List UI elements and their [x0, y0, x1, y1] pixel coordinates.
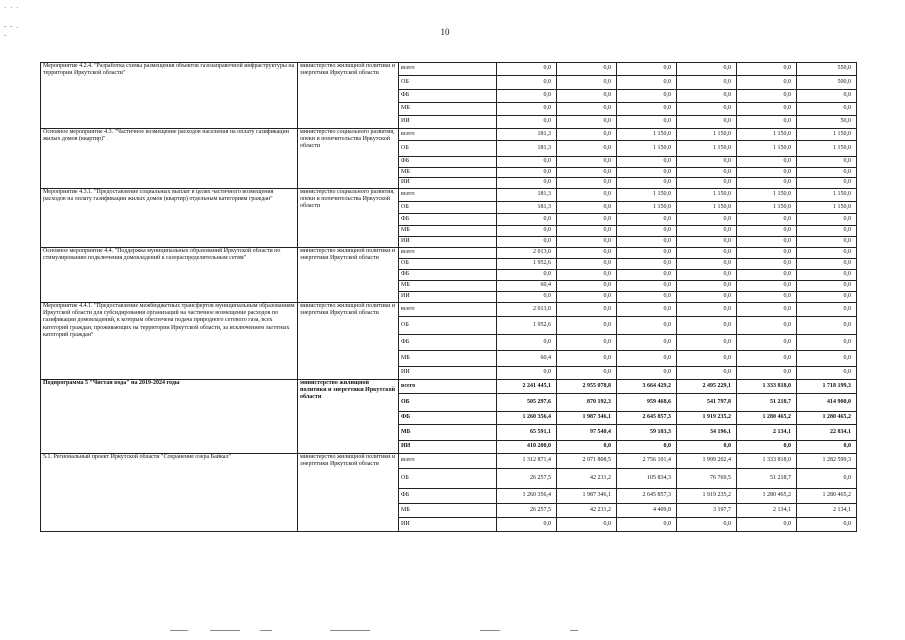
amount-cell: 1 919 235,2	[677, 489, 737, 504]
amount-cell: 1 987 346,1	[557, 489, 617, 504]
amount-cell: 0,0	[617, 303, 677, 317]
amount-cell: 0,0	[737, 157, 797, 168]
amount-cell: 0,0	[797, 335, 857, 351]
scan-bottom-edge	[150, 630, 850, 632]
amount-cell: 1 150,0	[797, 141, 857, 157]
amount-cell: 0,0	[737, 226, 797, 237]
amount-cell: 1 150,0	[617, 141, 677, 157]
amount-cell: 500,0	[797, 76, 857, 90]
amount-cell: 0,0	[677, 214, 737, 226]
amount-cell: 0,0	[557, 90, 617, 103]
amount-cell: 50,0	[797, 116, 857, 129]
activity-name: Подпрограмма 5 "Чистая вода" на 2019-2024 годы	[41, 380, 298, 454]
amount-cell: 1 150,0	[737, 202, 797, 214]
amount-cell: 0,0	[557, 351, 617, 367]
funding-source: ФБ	[399, 335, 497, 351]
amount-cell: 0,0	[737, 351, 797, 367]
amount-cell: 0,0	[617, 214, 677, 226]
amount-cell: 0,0	[797, 281, 857, 292]
amount-cell: 0,0	[677, 178, 737, 189]
amount-cell: 1 280 465,2	[797, 489, 857, 504]
amount-cell: 0,0	[557, 270, 617, 281]
funding-source: всего	[399, 454, 497, 469]
amount-cell: 0,0	[617, 518, 677, 532]
amount-cell: 0,0	[677, 270, 737, 281]
amount-cell: 1 150,0	[737, 189, 797, 202]
amount-cell: 1 280 465,2	[737, 412, 797, 425]
amount-cell: 1 952,6	[497, 317, 557, 335]
amount-cell: 0,0	[797, 469, 857, 489]
amount-cell: 0,0	[737, 281, 797, 292]
amount-cell: 0,0	[497, 90, 557, 103]
amount-cell: 26 257,5	[497, 504, 557, 518]
funding-source: ИИ	[399, 367, 497, 380]
amount-cell: 0,0	[557, 441, 617, 454]
amount-cell: 76 769,5	[677, 469, 737, 489]
amount-cell: 60,4	[497, 351, 557, 367]
amount-cell: 0,0	[557, 157, 617, 168]
amount-cell: 0,0	[737, 116, 797, 129]
amount-cell: 2 134,1	[737, 504, 797, 518]
funding-source: ОБ	[399, 394, 497, 412]
funding-source: ИИ	[399, 518, 497, 532]
amount-cell: 0,0	[617, 270, 677, 281]
funding-source: ОБ	[399, 469, 497, 489]
table-row	[41, 380, 857, 394]
amount-cell: 181,3	[497, 189, 557, 202]
amount-cell: 1 919 235,2	[677, 412, 737, 425]
amount-cell: 1 282 599,3	[797, 454, 857, 469]
financing-table	[40, 62, 857, 532]
amount-cell: 0,0	[557, 178, 617, 189]
amount-cell: 870 192,3	[557, 394, 617, 412]
amount-cell: 0,0	[497, 335, 557, 351]
amount-cell: 0,0	[617, 226, 677, 237]
funding-source: ОБ	[399, 317, 497, 335]
amount-cell: 0,0	[797, 259, 857, 270]
amount-cell: 0,0	[557, 259, 617, 270]
amount-cell: 0,0	[557, 116, 617, 129]
table-row	[41, 189, 857, 202]
amount-cell: 0,0	[797, 367, 857, 380]
amount-cell: 0,0	[497, 157, 557, 168]
amount-cell: 0,0	[797, 226, 857, 237]
amount-cell: 1 987 346,1	[557, 412, 617, 425]
amount-cell: 51 218,7	[737, 469, 797, 489]
amount-cell: 0,0	[677, 292, 737, 303]
amount-cell: 0,0	[797, 351, 857, 367]
financing-table-body	[41, 63, 857, 532]
funding-source: всего	[399, 303, 497, 317]
amount-cell: 0,0	[617, 63, 677, 76]
executor: министерство социального развития, опеки и попечительства Иркутской области	[298, 189, 399, 248]
amount-cell: 1 333 818,0	[737, 454, 797, 469]
funding-source: ИИ	[399, 292, 497, 303]
amount-cell: 0,0	[497, 168, 557, 178]
amount-cell: 42 231,2	[557, 469, 617, 489]
amount-cell: 3 664 429,2	[617, 380, 677, 394]
amount-cell: 0,0	[557, 76, 617, 90]
funding-source: ФБ	[399, 90, 497, 103]
amount-cell: 414 900,0	[797, 394, 857, 412]
amount-cell: 0,0	[497, 103, 557, 116]
amount-cell: 0,0	[797, 178, 857, 189]
amount-cell: 0,0	[677, 90, 737, 103]
activity-name: 5.1. Региональный проект Иркутской области "Сохранение озера Байкал"	[41, 454, 298, 532]
amount-cell: 1 150,0	[617, 189, 677, 202]
executor: министерство жилищной политики и энергетики Иркутской области	[298, 454, 399, 532]
funding-source: МБ	[399, 504, 497, 518]
amount-cell: 0,0	[617, 168, 677, 178]
amount-cell: 0,0	[557, 214, 617, 226]
amount-cell: 0,0	[497, 63, 557, 76]
amount-cell: 0,0	[677, 248, 737, 259]
amount-cell: 65 591,1	[497, 425, 557, 441]
amount-cell: 0,0	[797, 157, 857, 168]
amount-cell: 105 834,3	[617, 469, 677, 489]
amount-cell: 0,0	[557, 129, 617, 141]
amount-cell: 0,0	[557, 518, 617, 532]
funding-source: МБ	[399, 351, 497, 367]
funding-source: всего	[399, 248, 497, 259]
amount-cell: 1 280 465,2	[737, 489, 797, 504]
amount-cell: 2 495 229,1	[677, 380, 737, 394]
amount-cell: 0,0	[737, 178, 797, 189]
amount-cell: 0,0	[557, 189, 617, 202]
amount-cell: 1 150,0	[677, 141, 737, 157]
executor: министерство жилищной политики и энергетики Иркутской области	[298, 303, 399, 380]
amount-cell: 0,0	[617, 116, 677, 129]
scan-dash	[570, 630, 578, 631]
amount-cell: 0,0	[797, 248, 857, 259]
amount-cell: 0,0	[557, 303, 617, 317]
amount-cell: 0,0	[677, 303, 737, 317]
amount-cell: 0,0	[497, 237, 557, 248]
amount-cell: 60,4	[497, 281, 557, 292]
amount-cell: 1 718 199,3	[797, 380, 857, 394]
amount-cell: 22 834,1	[797, 425, 857, 441]
amount-cell: 0,0	[677, 168, 737, 178]
amount-cell: 0,0	[677, 116, 737, 129]
amount-cell: 0,0	[797, 168, 857, 178]
executor: министерство жилищной политики и энергетики Иркутской области	[298, 63, 399, 129]
amount-cell: 0,0	[737, 214, 797, 226]
amount-cell: 2 013,0	[497, 248, 557, 259]
amount-cell: 0,0	[497, 116, 557, 129]
scan-dash	[480, 630, 500, 631]
amount-cell: 0,0	[677, 518, 737, 532]
amount-cell: 0,0	[617, 76, 677, 90]
funding-source: всего	[399, 129, 497, 141]
amount-cell: 1 150,0	[677, 189, 737, 202]
amount-cell: 181,3	[497, 129, 557, 141]
amount-cell: 2 955 078,8	[557, 380, 617, 394]
amount-cell: 1 260 356,4	[497, 412, 557, 425]
amount-cell: 0,0	[677, 441, 737, 454]
amount-cell: 0,0	[557, 317, 617, 335]
amount-cell: 0,0	[797, 292, 857, 303]
amount-cell: 4 409,8	[617, 504, 677, 518]
amount-cell: 0,0	[617, 178, 677, 189]
amount-cell: 1 150,0	[797, 189, 857, 202]
table-row	[41, 129, 857, 141]
amount-cell: 0,0	[497, 518, 557, 532]
funding-source: ОБ	[399, 202, 497, 214]
amount-cell: 505 297,6	[497, 394, 557, 412]
activity-name: Мероприятие 4.2.4. "Разработка схемы размещения объектов газозаправочной инфраструктуры на территории Иркутской области"	[41, 63, 298, 129]
amount-cell: 0,0	[737, 292, 797, 303]
amount-cell: 0,0	[737, 103, 797, 116]
amount-cell: 0,0	[617, 335, 677, 351]
amount-cell: 0,0	[677, 335, 737, 351]
amount-cell: 0,0	[497, 226, 557, 237]
amount-cell: 2 241 445,1	[497, 380, 557, 394]
table-row	[41, 63, 857, 76]
scan-dash	[170, 630, 188, 631]
funding-source: МБ	[399, 103, 497, 116]
amount-cell: 0,0	[617, 90, 677, 103]
table-row	[41, 303, 857, 317]
scan-dash	[260, 630, 272, 631]
funding-source: всего	[399, 63, 497, 76]
amount-cell: 410 200,0	[497, 441, 557, 454]
amount-cell: 0,0	[617, 317, 677, 335]
amount-cell: 0,0	[617, 351, 677, 367]
amount-cell: 0,0	[557, 248, 617, 259]
amount-cell: 0,0	[557, 281, 617, 292]
amount-cell: 1 150,0	[737, 129, 797, 141]
amount-cell: 1 150,0	[737, 141, 797, 157]
funding-source: ФБ	[399, 489, 497, 504]
amount-cell: 0,0	[737, 367, 797, 380]
scan-artifact-marks: · · · ‐ ‐ . ‐	[4, 4, 20, 39]
amount-cell: 1 150,0	[677, 129, 737, 141]
amount-cell: 2 645 857,3	[617, 489, 677, 504]
amount-cell: 0,0	[677, 226, 737, 237]
amount-cell: 1 150,0	[797, 202, 857, 214]
activity-name: Мероприятие 4.3.1. "Предоставление социальных выплат в целях частичного возмещения расходов на оплату газификации жилых домов (квартир) отдельным категориям граждан"	[41, 189, 298, 248]
funding-source: всего	[399, 189, 497, 202]
amount-cell: 0,0	[797, 214, 857, 226]
scan-dash	[330, 630, 370, 631]
executor: министерство социального развития, опеки и попечительства Иркутской области	[298, 129, 399, 189]
amount-cell: 0,0	[497, 214, 557, 226]
amount-cell: 1 333 818,0	[737, 380, 797, 394]
amount-cell: 0,0	[737, 259, 797, 270]
amount-cell: 0,0	[797, 317, 857, 335]
amount-cell: 1 260 356,4	[497, 489, 557, 504]
scan-dash	[210, 630, 240, 631]
amount-cell: 0,0	[737, 335, 797, 351]
table-row	[41, 454, 857, 469]
amount-cell: 0,0	[557, 103, 617, 116]
amount-cell: 0,0	[557, 292, 617, 303]
funding-source: МБ	[399, 226, 497, 237]
funding-source: ИИ	[399, 178, 497, 189]
amount-cell: 0,0	[497, 270, 557, 281]
amount-cell: 0,0	[737, 248, 797, 259]
amount-cell: 42 231,2	[557, 504, 617, 518]
amount-cell: 0,0	[737, 76, 797, 90]
page-number: 10	[440, 27, 450, 37]
executor: министерство жилищной политики и энергетики Иркутской области	[298, 248, 399, 303]
funding-source: ФБ	[399, 270, 497, 281]
amount-cell: 1 150,0	[797, 129, 857, 141]
amount-cell: 0,0	[557, 237, 617, 248]
amount-cell: 0,0	[557, 202, 617, 214]
amount-cell: 1 150,0	[617, 202, 677, 214]
amount-cell: 51 218,7	[737, 394, 797, 412]
amount-cell: 0,0	[497, 178, 557, 189]
amount-cell: 0,0	[617, 157, 677, 168]
amount-cell: 0,0	[737, 168, 797, 178]
amount-cell: 550,0	[797, 63, 857, 76]
amount-cell: 0,0	[617, 367, 677, 380]
amount-cell: 0,0	[617, 259, 677, 270]
funding-source: ОБ	[399, 76, 497, 90]
amount-cell: 0,0	[797, 103, 857, 116]
activity-name: Основное мероприятие 4.4. "Поддержка муниципальных образований Иркутской области по стимулированию подключения домовладений к газораспределительным сетям"	[41, 248, 298, 303]
amount-cell: 0,0	[797, 518, 857, 532]
amount-cell: 181,3	[497, 202, 557, 214]
amount-cell: 0,0	[617, 103, 677, 116]
amount-cell: 0,0	[737, 63, 797, 76]
amount-cell: 0,0	[497, 367, 557, 380]
amount-cell: 1 952,6	[497, 259, 557, 270]
amount-cell: 0,0	[557, 335, 617, 351]
funding-source: ИИ	[399, 441, 497, 454]
amount-cell: 181,3	[497, 141, 557, 157]
amount-cell: 959 468,6	[617, 394, 677, 412]
funding-source: ФБ	[399, 214, 497, 226]
amount-cell: 0,0	[557, 63, 617, 76]
amount-cell: 0,0	[617, 248, 677, 259]
amount-cell: 2 013,0	[497, 303, 557, 317]
amount-cell: 0,0	[557, 141, 617, 157]
amount-cell: 59 103,3	[617, 425, 677, 441]
funding-source: МБ	[399, 281, 497, 292]
amount-cell: 1 150,0	[617, 129, 677, 141]
amount-cell: 97 540,4	[557, 425, 617, 441]
amount-cell: 0,0	[797, 270, 857, 281]
amount-cell: 0,0	[677, 351, 737, 367]
amount-cell: 0,0	[677, 76, 737, 90]
activity-name: Мероприятие 4.4.1. "Предоставление межбюджетных трансфертов муниципальным образованиям Иркутской области для субсидирования организаций на частичное возмещение расходов по газификации домовладений, к которым обеспечена подача природного сетевого газа, всех категорий граждан, проживающих на территории Иркутской области, за исключением льготных категорий граждан"	[41, 303, 298, 380]
amount-cell: 0,0	[557, 367, 617, 380]
funding-source: ФБ	[399, 412, 497, 425]
amount-cell: 0,0	[677, 63, 737, 76]
amount-cell: 0,0	[677, 281, 737, 292]
amount-cell: 0,0	[617, 292, 677, 303]
amount-cell: 34 196,1	[677, 425, 737, 441]
amount-cell: 1 150,0	[677, 202, 737, 214]
amount-cell: 0,0	[737, 90, 797, 103]
amount-cell: 0,0	[797, 90, 857, 103]
amount-cell: 1 280 465,2	[797, 412, 857, 425]
amount-cell: 2 071 808,5	[557, 454, 617, 469]
amount-cell: 2 134,1	[737, 425, 797, 441]
activity-name: Основное мероприятие 4.3. "Частичное возмещение расходов населения на оплату газификации жилых домов (квартир)"	[41, 129, 298, 189]
funding-source: МБ	[399, 168, 497, 178]
amount-cell: 0,0	[497, 76, 557, 90]
funding-source: всего	[399, 380, 497, 394]
amount-cell: 0,0	[737, 270, 797, 281]
amount-cell: 0,0	[797, 441, 857, 454]
table-row	[41, 248, 857, 259]
amount-cell: 0,0	[737, 518, 797, 532]
amount-cell: 0,0	[737, 317, 797, 335]
amount-cell: 541 797,8	[677, 394, 737, 412]
amount-cell: 0,0	[677, 317, 737, 335]
amount-cell: 0,0	[617, 237, 677, 248]
amount-cell: 0,0	[677, 157, 737, 168]
funding-source: ФБ	[399, 157, 497, 168]
amount-cell: 0,0	[737, 441, 797, 454]
amount-cell: 2 756 101,4	[617, 454, 677, 469]
funding-source: ОБ	[399, 141, 497, 157]
amount-cell: 0,0	[677, 103, 737, 116]
funding-source: ОБ	[399, 259, 497, 270]
amount-cell: 1 312 871,4	[497, 454, 557, 469]
executor: министерство жилищной политики и энергетики Иркутской области	[298, 380, 399, 454]
amount-cell: 0,0	[797, 237, 857, 248]
amount-cell: 2 645 857,3	[617, 412, 677, 425]
funding-source: МБ	[399, 425, 497, 441]
amount-cell: 0,0	[677, 237, 737, 248]
amount-cell: 3 197,7	[677, 504, 737, 518]
funding-source: ИИ	[399, 116, 497, 129]
amount-cell: 26 257,5	[497, 469, 557, 489]
funding-source: ИИ	[399, 237, 497, 248]
amount-cell: 0,0	[737, 237, 797, 248]
amount-cell: 1 999 202,4	[677, 454, 737, 469]
amount-cell: 0,0	[677, 367, 737, 380]
amount-cell: 0,0	[797, 303, 857, 317]
amount-cell: 0,0	[557, 226, 617, 237]
amount-cell: 0,0	[617, 441, 677, 454]
amount-cell: 0,0	[497, 292, 557, 303]
amount-cell: 0,0	[677, 259, 737, 270]
amount-cell: 2 134,1	[797, 504, 857, 518]
amount-cell: 0,0	[617, 281, 677, 292]
amount-cell: 0,0	[737, 303, 797, 317]
amount-cell: 0,0	[557, 168, 617, 178]
